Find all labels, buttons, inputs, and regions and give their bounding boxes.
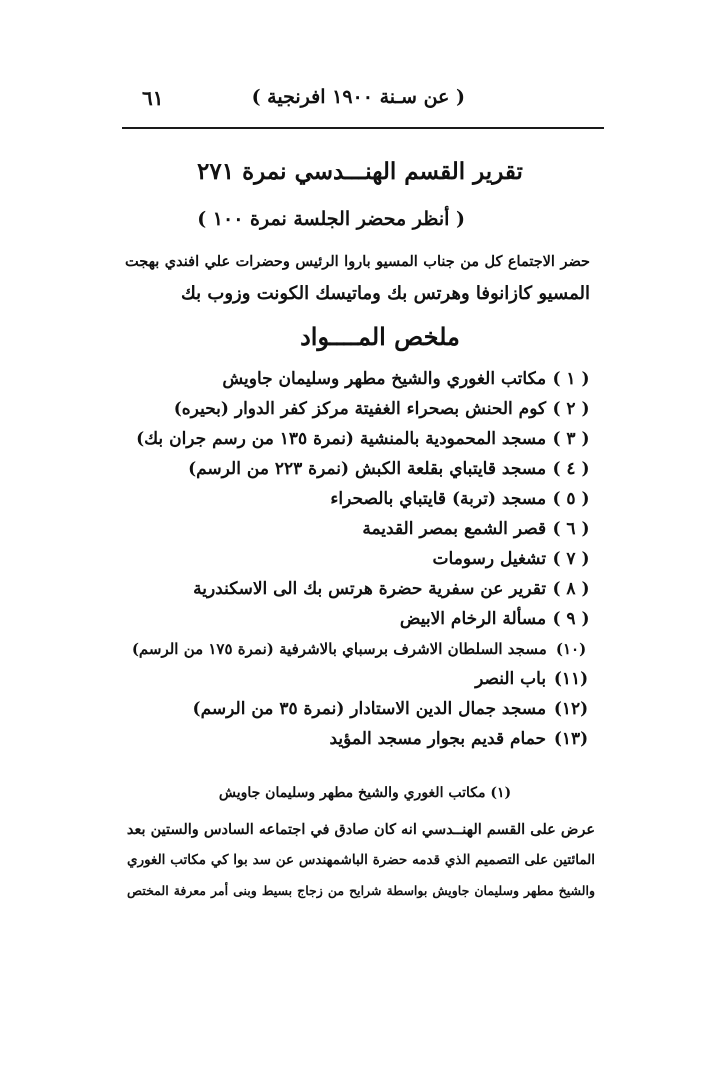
list-item bbox=[120, 484, 590, 514]
item-text: مسجد (تربة) قايتباي بالصحراء bbox=[330, 489, 547, 509]
section-heading: (١) مكاتب الغوري والشيخ مطهر وسليمان جاويش bbox=[218, 785, 512, 801]
running-header-title: ( عن سـنة ١٩٠٠ افرنجية ) bbox=[251, 86, 465, 108]
item-number: (١٢) bbox=[553, 699, 589, 719]
list-item bbox=[120, 664, 590, 694]
body-text-line: والشيخ مطهر وسليمان جاويش بواسطة شرايح من زجاج بسيط وبنى أمر معرفة المختص bbox=[127, 883, 595, 898]
list-item bbox=[120, 454, 590, 484]
item-text: مكاتب الغوري والشيخ مطهر وسليمان جاويش bbox=[222, 369, 547, 389]
list-item bbox=[120, 604, 590, 634]
attendance-line-1: حضر الاجتماع كل من جناب المسيو باروا الرئيس وحضرات علي افندي بهجت bbox=[125, 253, 590, 270]
item-text: كوم الحنش بصحراء الغفيتة مركز كفر الدوار (بحيره) bbox=[173, 399, 547, 419]
item-number: ( ٢ ) bbox=[552, 399, 590, 419]
item-text: باب النصر bbox=[475, 669, 547, 689]
list-item bbox=[120, 574, 590, 604]
attendance-line-2: المسيو كازانوفا وهرتس بك وماتيسك الكونت وزوب بك bbox=[180, 283, 590, 304]
item-number: ( ٥ ) bbox=[552, 489, 590, 509]
item-number: (١٣) bbox=[553, 729, 589, 749]
item-number: ( ٧ ) bbox=[552, 549, 590, 569]
item-text: مسجد المحمودية بالمنشية (نمرة ١٣٥ من رسم جران بك) bbox=[136, 429, 547, 449]
list-item bbox=[120, 394, 590, 424]
item-text: قصر الشمع بمصر القديمة bbox=[362, 519, 547, 539]
list-item bbox=[120, 634, 590, 664]
item-text: مسألة الرخام الابيض bbox=[399, 609, 547, 629]
item-number: ( ٣ ) bbox=[552, 429, 590, 449]
item-text: مسجد قايتباي بقلعة الكبش (نمرة ٢٢٣ من الرسم) bbox=[188, 459, 547, 479]
item-number: ( ٩ ) bbox=[552, 609, 590, 629]
item-number: ( ٦ ) bbox=[552, 519, 590, 539]
item-text: حمام قديم بجوار مسجد المؤيد bbox=[329, 729, 547, 749]
item-number: (١١) bbox=[553, 669, 589, 689]
item-text: تقرير عن سفرية حضرة هرتس بك الى الاسكندرية bbox=[193, 579, 547, 599]
header-divider bbox=[122, 127, 604, 129]
item-number: ( ٤ ) bbox=[552, 459, 590, 479]
list-item bbox=[120, 694, 590, 724]
report-title: تقرير القسم الهنـــدسي نمرة ٢٧١ bbox=[197, 158, 523, 185]
summary-heading: ملخص المــــواد bbox=[300, 322, 460, 351]
item-number: ( ٨ ) bbox=[552, 579, 590, 599]
item-text: تشغيل رسومات bbox=[432, 549, 547, 569]
item-number: (١٠) bbox=[555, 640, 587, 658]
list-item bbox=[120, 724, 590, 754]
list-item bbox=[120, 424, 590, 454]
body-text-line: عرض على القسم الهنــدسي انه كان صادق في اجتماعه السادس والستين بعد bbox=[126, 821, 595, 838]
item-text: مسجد جمال الدين الاستادار (نمرة ٣٥ من الرسم) bbox=[192, 699, 547, 719]
report-subtitle: ( أنظر محضر الجلسة نمرة ١٠٠ ) bbox=[197, 208, 465, 230]
list-item bbox=[120, 364, 590, 394]
list-item bbox=[120, 544, 590, 574]
page-number: ٦١ bbox=[142, 86, 164, 110]
item-number: ( ١ ) bbox=[552, 369, 590, 389]
list-item bbox=[120, 514, 590, 544]
body-text-line: المائتين على التصميم الذي قدمه حضرة الباشمهندس عن سد بوا كي مكاتب الغوري bbox=[127, 852, 595, 868]
item-text: مسجد السلطان الاشرف برسباي بالاشرفية (نمرة ١٧٥ من الرسم) bbox=[131, 640, 547, 658]
summary-list bbox=[120, 364, 590, 754]
